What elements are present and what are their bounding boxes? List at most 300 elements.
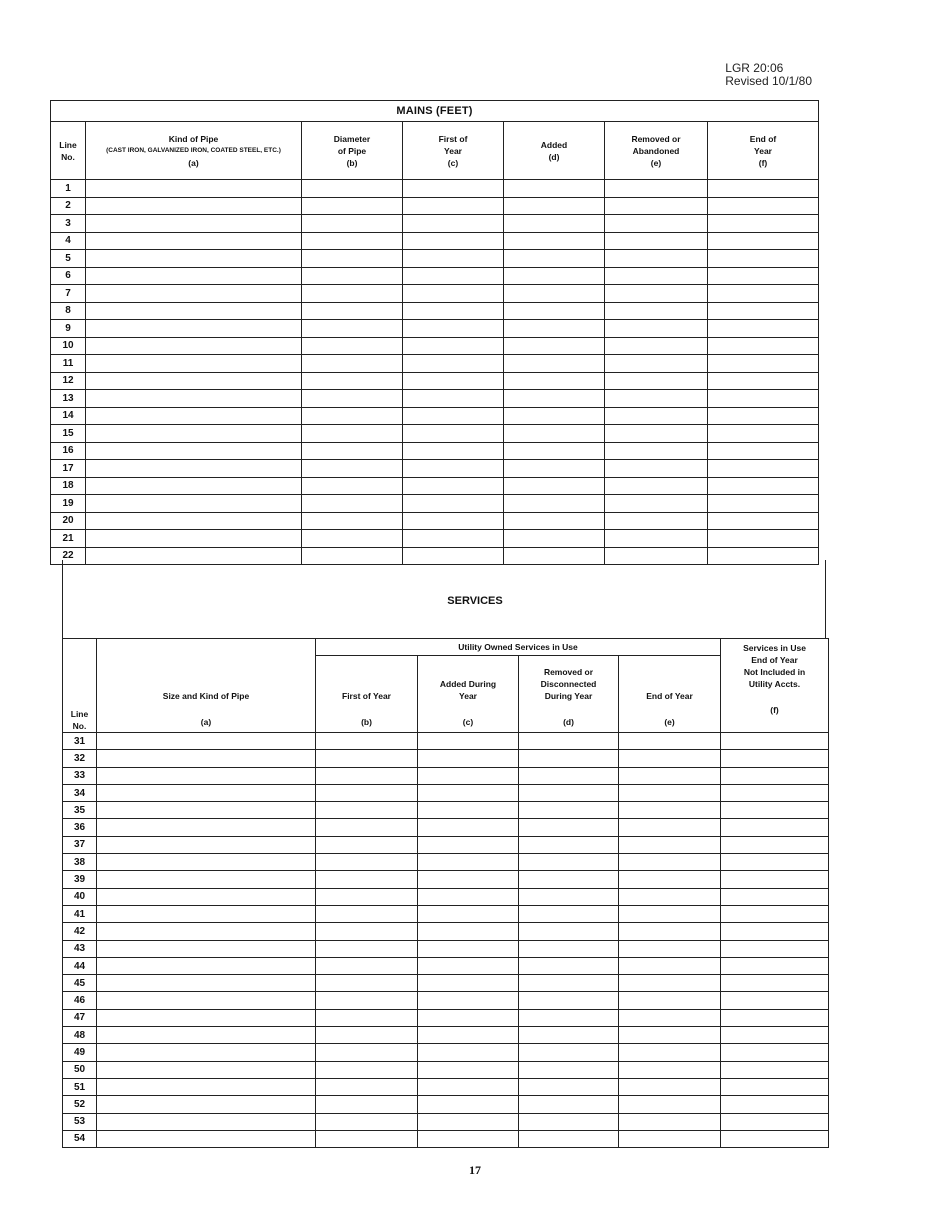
mains-entry-cell[interactable] <box>708 355 819 373</box>
services-entry-cell[interactable] <box>619 1113 721 1130</box>
services-entry-cell[interactable] <box>721 784 829 801</box>
mains-entry-cell[interactable] <box>504 407 605 425</box>
mains-entry-cell[interactable] <box>605 232 708 250</box>
services-entry-cell[interactable] <box>418 992 519 1009</box>
mains-entry-cell[interactable] <box>302 512 403 530</box>
services-entry-cell[interactable] <box>97 784 316 801</box>
services-entry-cell[interactable] <box>619 888 721 905</box>
mains-entry-cell[interactable] <box>708 320 819 338</box>
mains-entry-cell[interactable] <box>403 250 504 268</box>
mains-entry-cell[interactable] <box>504 320 605 338</box>
mains-entry-cell[interactable] <box>302 460 403 478</box>
services-entry-cell[interactable] <box>721 957 829 974</box>
mains-entry-cell[interactable] <box>708 442 819 460</box>
mains-line-number: 15 <box>51 425 86 443</box>
mains-entry-cell[interactable] <box>86 442 302 460</box>
services-entry-cell[interactable] <box>519 1027 619 1044</box>
services-entry-cell[interactable] <box>418 802 519 819</box>
services-entry-cell[interactable] <box>97 992 316 1009</box>
mains-entry-cell[interactable] <box>86 495 302 513</box>
mains-entry-cell[interactable] <box>708 512 819 530</box>
mains-entry-cell[interactable] <box>504 460 605 478</box>
mains-entry-cell[interactable] <box>302 285 403 303</box>
services-entry-cell[interactable] <box>519 1044 619 1061</box>
mains-entry-cell[interactable] <box>504 390 605 408</box>
services-entry-cell[interactable] <box>721 1061 829 1078</box>
services-entry-cell[interactable] <box>316 1009 418 1026</box>
mains-line-number: 3 <box>51 215 86 233</box>
mains-entry-cell[interactable] <box>504 337 605 355</box>
mains-entry-cell[interactable] <box>708 302 819 320</box>
services-entry-cell[interactable] <box>316 1027 418 1044</box>
mains-entry-cell[interactable] <box>708 460 819 478</box>
services-entry-cell[interactable] <box>316 836 418 853</box>
services-entry-cell[interactable] <box>519 992 619 1009</box>
mains-entry-cell[interactable] <box>504 372 605 390</box>
mains-entry-cell[interactable] <box>605 302 708 320</box>
services-entry-cell[interactable] <box>619 957 721 974</box>
services-line-number: 41 <box>63 905 97 922</box>
services-entry-cell[interactable] <box>519 750 619 767</box>
services-entry-cell[interactable] <box>97 975 316 992</box>
services-entry-cell[interactable] <box>721 819 829 836</box>
services-entry-cell[interactable] <box>97 940 316 957</box>
mains-entry-cell[interactable] <box>86 460 302 478</box>
mains-entry-cell[interactable] <box>605 442 708 460</box>
services-entry-cell[interactable] <box>519 1130 619 1147</box>
services-entry-cell[interactable] <box>316 1096 418 1113</box>
services-line-number: 53 <box>63 1113 97 1130</box>
services-entry-cell[interactable] <box>519 975 619 992</box>
services-entry-cell[interactable] <box>721 1044 829 1061</box>
mains-entry-cell[interactable] <box>605 285 708 303</box>
mains-entry-cell[interactable] <box>302 407 403 425</box>
mains-line-number: 2 <box>51 197 86 215</box>
services-entry-cell[interactable] <box>721 975 829 992</box>
mains-entry-cell[interactable] <box>403 302 504 320</box>
services-table-row <box>63 992 829 1009</box>
mains-entry-cell[interactable] <box>605 250 708 268</box>
services-entry-cell[interactable] <box>619 1027 721 1044</box>
mains-entry-cell[interactable] <box>605 267 708 285</box>
mains-entry-cell[interactable] <box>86 530 302 548</box>
services-header-line-no <box>63 639 97 733</box>
mains-entry-cell[interactable] <box>86 302 302 320</box>
services-entry-cell[interactable] <box>721 854 829 871</box>
services-entry-cell[interactable] <box>316 975 418 992</box>
mains-entry-cell[interactable] <box>86 320 302 338</box>
services-entry-cell[interactable] <box>97 854 316 871</box>
services-entry-cell[interactable] <box>316 802 418 819</box>
services-entry-cell[interactable] <box>721 750 829 767</box>
mains-entry-cell[interactable] <box>708 372 819 390</box>
services-entry-cell[interactable] <box>316 888 418 905</box>
mains-entry-cell[interactable] <box>86 267 302 285</box>
mains-entry-cell[interactable] <box>403 512 504 530</box>
services-entry-cell[interactable] <box>97 767 316 784</box>
services-entry-cell[interactable] <box>619 871 721 888</box>
mains-entry-cell[interactable] <box>605 425 708 443</box>
services-entry-cell[interactable] <box>519 871 619 888</box>
mains-entry-cell[interactable] <box>86 390 302 408</box>
services-entry-cell[interactable] <box>97 1061 316 1078</box>
mains-line-number: 21 <box>51 530 86 548</box>
services-entry-cell[interactable] <box>619 1044 721 1061</box>
services-entry-cell[interactable] <box>316 1044 418 1061</box>
mains-entry-cell[interactable] <box>403 285 504 303</box>
mains-entry-cell[interactable] <box>302 355 403 373</box>
mains-entry-cell[interactable] <box>86 407 302 425</box>
services-entry-cell[interactable] <box>97 1027 316 1044</box>
services-entry-cell[interactable] <box>97 957 316 974</box>
services-entry-cell[interactable] <box>619 802 721 819</box>
services-entry-cell[interactable] <box>97 888 316 905</box>
mains-entry-cell[interactable] <box>86 425 302 443</box>
mains-entry-cell[interactable] <box>708 197 819 215</box>
mains-entry-cell[interactable] <box>708 495 819 513</box>
services-entry-cell[interactable] <box>619 975 721 992</box>
services-entry-cell[interactable] <box>619 940 721 957</box>
mains-entry-cell[interactable] <box>302 215 403 233</box>
mains-entry-cell[interactable] <box>86 197 302 215</box>
mains-end-label2: Year <box>754 145 772 156</box>
services-entry-cell[interactable] <box>418 975 519 992</box>
services-entry-cell[interactable] <box>97 1113 316 1130</box>
services-entry-cell[interactable] <box>519 957 619 974</box>
services-entry-cell[interactable] <box>97 733 316 750</box>
mains-entry-cell[interactable] <box>403 320 504 338</box>
services-entry-cell[interactable] <box>418 1130 519 1147</box>
mains-entry-cell[interactable] <box>605 372 708 390</box>
services-entry-cell[interactable] <box>97 750 316 767</box>
mains-entry-cell[interactable] <box>403 267 504 285</box>
services-entry-cell[interactable] <box>418 1061 519 1078</box>
services-entry-cell[interactable] <box>316 940 418 957</box>
mains-header-diameter <box>302 122 403 180</box>
services-entry-cell[interactable] <box>721 923 829 940</box>
services-entry-cell[interactable] <box>316 854 418 871</box>
mains-entry-cell[interactable] <box>403 337 504 355</box>
mains-entry-cell[interactable] <box>605 215 708 233</box>
services-entry-cell[interactable] <box>418 819 519 836</box>
mains-entry-cell[interactable] <box>302 232 403 250</box>
mains-entry-cell[interactable] <box>403 180 504 198</box>
mains-entry-cell[interactable] <box>605 512 708 530</box>
mains-entry-cell[interactable] <box>302 250 403 268</box>
services-entry-cell[interactable] <box>316 750 418 767</box>
mains-entry-cell[interactable] <box>302 197 403 215</box>
mains-entry-cell[interactable] <box>708 232 819 250</box>
services-entry-cell[interactable] <box>418 1096 519 1113</box>
mains-entry-cell[interactable] <box>86 250 302 268</box>
mains-diameter-letter: (b) <box>346 157 358 168</box>
mains-entry-cell[interactable] <box>708 407 819 425</box>
services-table-row <box>63 1096 829 1113</box>
services-entry-cell[interactable] <box>619 923 721 940</box>
services-entry-cell[interactable] <box>316 957 418 974</box>
mains-entry-cell[interactable] <box>708 180 819 198</box>
services-entry-cell[interactable] <box>721 802 829 819</box>
mains-entry-cell[interactable] <box>86 180 302 198</box>
services-entry-cell[interactable] <box>519 733 619 750</box>
services-entry-cell[interactable] <box>316 992 418 1009</box>
services-entry-cell[interactable] <box>97 905 316 922</box>
services-entry-cell[interactable] <box>97 819 316 836</box>
mains-entry-cell[interactable] <box>302 180 403 198</box>
mains-entry-cell[interactable] <box>86 355 302 373</box>
mains-entry-cell[interactable] <box>403 460 504 478</box>
services-entry-cell[interactable] <box>316 1130 418 1147</box>
services-entry-cell[interactable] <box>519 923 619 940</box>
mains-entry-cell[interactable] <box>605 495 708 513</box>
mains-entry-cell[interactable] <box>504 180 605 198</box>
services-entry-cell[interactable] <box>619 905 721 922</box>
services-entry-cell[interactable] <box>418 1113 519 1130</box>
services-entry-cell[interactable] <box>619 1096 721 1113</box>
mains-entry-cell[interactable] <box>403 232 504 250</box>
services-entry-cell[interactable] <box>619 733 721 750</box>
services-entry-cell[interactable] <box>519 802 619 819</box>
services-entry-cell[interactable] <box>418 888 519 905</box>
services-entry-cell[interactable] <box>619 1078 721 1095</box>
mains-entry-cell[interactable] <box>403 407 504 425</box>
services-entry-cell[interactable] <box>519 1009 619 1026</box>
mains-entry-cell[interactable] <box>504 495 605 513</box>
services-entry-cell[interactable] <box>519 1096 619 1113</box>
services-entry-cell[interactable] <box>519 819 619 836</box>
mains-entry-cell[interactable] <box>605 197 708 215</box>
services-entry-cell[interactable] <box>418 940 519 957</box>
services-entry-cell[interactable] <box>418 923 519 940</box>
services-added-label1: Added During <box>439 679 497 689</box>
services-entry-cell[interactable] <box>721 905 829 922</box>
mains-entry-cell[interactable] <box>302 495 403 513</box>
services-entry-cell[interactable] <box>418 1078 519 1095</box>
services-entry-cell[interactable] <box>316 1078 418 1095</box>
mains-line-number: 8 <box>51 302 86 320</box>
mains-entry-cell[interactable] <box>302 477 403 495</box>
services-entry-cell[interactable] <box>97 1096 316 1113</box>
mains-table-row <box>51 267 819 285</box>
mains-added-label: Added <box>540 139 568 150</box>
mains-entry-cell[interactable] <box>708 425 819 443</box>
services-removed-label1: Removed or <box>543 667 594 677</box>
services-entry-cell[interactable] <box>97 871 316 888</box>
services-entry-cell[interactable] <box>316 905 418 922</box>
services-entry-cell[interactable] <box>721 1130 829 1147</box>
services-entry-cell[interactable] <box>418 1044 519 1061</box>
services-table-row <box>63 940 829 957</box>
services-entry-cell[interactable] <box>721 1078 829 1095</box>
services-entry-cell[interactable] <box>721 871 829 888</box>
services-entry-cell[interactable] <box>721 888 829 905</box>
services-entry-cell[interactable] <box>619 1130 721 1147</box>
services-entry-cell[interactable] <box>316 871 418 888</box>
services-header-no-label: No. <box>72 721 87 731</box>
services-entry-cell[interactable] <box>418 750 519 767</box>
mains-entry-cell[interactable] <box>403 215 504 233</box>
services-entry-cell[interactable] <box>418 784 519 801</box>
mains-entry-cell[interactable] <box>302 337 403 355</box>
mains-entry-cell[interactable] <box>708 530 819 548</box>
mains-entry-cell[interactable] <box>86 232 302 250</box>
mains-entry-cell[interactable] <box>504 232 605 250</box>
mains-entry-cell[interactable] <box>708 267 819 285</box>
mains-entry-cell[interactable] <box>403 442 504 460</box>
mains-entry-cell[interactable] <box>504 302 605 320</box>
services-entry-cell[interactable] <box>519 854 619 871</box>
services-entry-cell[interactable] <box>619 992 721 1009</box>
mains-entry-cell[interactable] <box>504 267 605 285</box>
services-entry-cell[interactable] <box>418 871 519 888</box>
services-entry-cell[interactable] <box>316 767 418 784</box>
mains-entry-cell[interactable] <box>86 477 302 495</box>
services-entry-cell[interactable] <box>519 784 619 801</box>
mains-line-number: 17 <box>51 460 86 478</box>
mains-entry-cell[interactable] <box>605 390 708 408</box>
mains-entry-cell[interactable] <box>403 372 504 390</box>
services-entry-cell[interactable] <box>519 940 619 957</box>
services-entry-cell[interactable] <box>619 836 721 853</box>
mains-entry-cell[interactable] <box>403 425 504 443</box>
mains-entry-cell[interactable] <box>504 530 605 548</box>
mains-entry-cell[interactable] <box>504 442 605 460</box>
services-table-row <box>63 819 829 836</box>
services-table-row <box>63 975 829 992</box>
services-entry-cell[interactable] <box>316 784 418 801</box>
mains-table-row <box>51 512 819 530</box>
mains-entry-cell[interactable] <box>302 442 403 460</box>
mains-entry-cell[interactable] <box>708 390 819 408</box>
mains-entry-cell[interactable] <box>86 512 302 530</box>
services-entry-cell[interactable] <box>619 819 721 836</box>
services-entry-cell[interactable] <box>97 923 316 940</box>
services-entry-cell[interactable] <box>721 836 829 853</box>
mains-entry-cell[interactable] <box>504 477 605 495</box>
services-entry-cell[interactable] <box>418 836 519 853</box>
services-entry-cell[interactable] <box>721 1009 829 1026</box>
services-entry-cell[interactable] <box>619 1061 721 1078</box>
services-entry-cell[interactable] <box>316 1113 418 1130</box>
services-entry-cell[interactable] <box>418 767 519 784</box>
mains-entry-cell[interactable] <box>605 407 708 425</box>
services-entry-cell[interactable] <box>97 1130 316 1147</box>
services-entry-cell[interactable] <box>316 1061 418 1078</box>
mains-entry-cell[interactable] <box>504 197 605 215</box>
services-entry-cell[interactable] <box>418 957 519 974</box>
services-entry-cell[interactable] <box>97 1044 316 1061</box>
mains-entry-cell[interactable] <box>86 372 302 390</box>
services-entry-cell[interactable] <box>519 1078 619 1095</box>
services-entry-cell[interactable] <box>519 767 619 784</box>
services-table-row <box>63 1130 829 1147</box>
services-entry-cell[interactable] <box>519 1113 619 1130</box>
services-entry-cell[interactable] <box>619 784 721 801</box>
mains-entry-cell[interactable] <box>708 250 819 268</box>
services-entry-cell[interactable] <box>619 854 721 871</box>
mains-entry-cell[interactable] <box>302 267 403 285</box>
mains-entry-cell[interactable] <box>403 530 504 548</box>
mains-entry-cell[interactable] <box>302 390 403 408</box>
mains-entry-cell[interactable] <box>504 425 605 443</box>
mains-entry-cell[interactable] <box>302 530 403 548</box>
services-entry-cell[interactable] <box>721 1027 829 1044</box>
mains-entry-cell[interactable] <box>403 477 504 495</box>
mains-entry-cell[interactable] <box>605 320 708 338</box>
services-entry-cell[interactable] <box>721 767 829 784</box>
mains-entry-cell[interactable] <box>504 355 605 373</box>
services-entry-cell[interactable] <box>519 836 619 853</box>
services-entry-cell[interactable] <box>721 1113 829 1130</box>
mains-line-number: 5 <box>51 250 86 268</box>
mains-entry-cell[interactable] <box>605 337 708 355</box>
mains-entry-cell[interactable] <box>504 250 605 268</box>
mains-line-number: 9 <box>51 320 86 338</box>
services-entry-cell[interactable] <box>619 750 721 767</box>
services-entry-cell[interactable] <box>418 854 519 871</box>
mains-entry-cell[interactable] <box>86 215 302 233</box>
services-entry-cell[interactable] <box>519 1061 619 1078</box>
services-entry-cell[interactable] <box>418 1027 519 1044</box>
mains-entry-cell[interactable] <box>605 530 708 548</box>
mains-entry-cell[interactable] <box>302 425 403 443</box>
services-entry-cell[interactable] <box>721 733 829 750</box>
mains-entry-cell[interactable] <box>605 180 708 198</box>
mains-entry-cell[interactable] <box>708 215 819 233</box>
mains-entry-cell[interactable] <box>403 355 504 373</box>
mains-entry-cell[interactable] <box>86 337 302 355</box>
mains-entry-cell[interactable] <box>708 285 819 303</box>
services-entry-cell[interactable] <box>721 1096 829 1113</box>
services-line-number: 48 <box>63 1027 97 1044</box>
services-entry-cell[interactable] <box>519 888 619 905</box>
services-table-row <box>63 1027 829 1044</box>
services-entry-cell[interactable] <box>721 992 829 1009</box>
mains-first-label1: First of <box>438 133 468 144</box>
services-entry-cell[interactable] <box>418 905 519 922</box>
services-entry-cell[interactable] <box>418 733 519 750</box>
services-entry-cell[interactable] <box>316 733 418 750</box>
services-entry-cell[interactable] <box>316 819 418 836</box>
services-entry-cell[interactable] <box>619 767 721 784</box>
services-entry-cell[interactable] <box>721 940 829 957</box>
mains-entry-cell[interactable] <box>605 460 708 478</box>
services-entry-cell[interactable] <box>97 1078 316 1095</box>
mains-entry-cell[interactable] <box>504 215 605 233</box>
mains-entry-cell[interactable] <box>708 477 819 495</box>
services-entry-cell[interactable] <box>97 1009 316 1026</box>
services-entry-cell[interactable] <box>97 802 316 819</box>
mains-entry-cell[interactable] <box>302 320 403 338</box>
services-entry-cell[interactable] <box>619 1009 721 1026</box>
mains-entry-cell[interactable] <box>302 372 403 390</box>
mains-entry-cell[interactable] <box>302 302 403 320</box>
services-entry-cell[interactable] <box>97 836 316 853</box>
form-identifier <box>725 62 812 88</box>
services-entry-cell[interactable] <box>316 923 418 940</box>
services-entry-cell[interactable] <box>418 1009 519 1026</box>
mains-entry-cell[interactable] <box>86 285 302 303</box>
mains-entry-cell[interactable] <box>605 355 708 373</box>
mains-entry-cell[interactable] <box>504 285 605 303</box>
mains-entry-cell[interactable] <box>403 495 504 513</box>
mains-entry-cell[interactable] <box>708 337 819 355</box>
mains-entry-cell[interactable] <box>403 390 504 408</box>
services-entry-cell[interactable] <box>519 905 619 922</box>
mains-entry-cell[interactable] <box>504 512 605 530</box>
mains-entry-cell[interactable] <box>403 197 504 215</box>
mains-entry-cell[interactable] <box>605 477 708 495</box>
